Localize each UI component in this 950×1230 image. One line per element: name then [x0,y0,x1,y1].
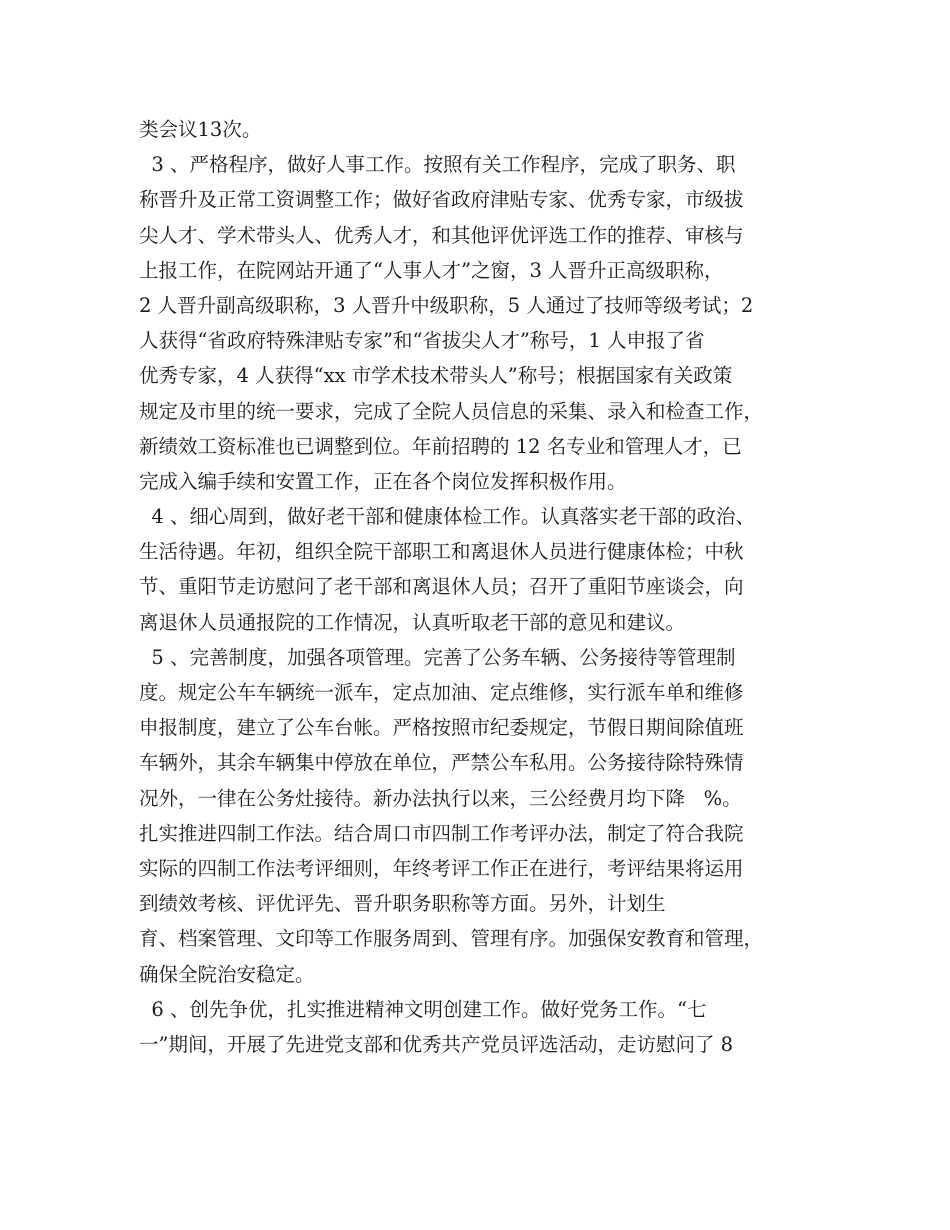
text-line: 上报工作，在院网站开通了“人事人才”之窗，3 人晋升正高级职称， [139,258,724,282]
text-line: 离退休人员通报院的工作情况，认真听取老干部的意见和建议。 [139,610,686,634]
text-line: 到绩效考核、评优评先、晋升职务职称等方面。另外，计划生 [139,892,666,916]
text-line: 扎实推进四制工作法。结合周口市四制工作考评办法，制定了符合我院 [139,821,744,845]
text-line: 度。规定公车车辆统一派车，定点加油、定点维修，实行派车单和维修 [139,681,744,704]
text-line: 实际的四制工作法考评细则，年终考评工作正在进行，考评结果将运用 [139,856,744,880]
text-line: 节、重阳节走访慰问了老干部和离退休人员；召开了重阳节座谈会，向 [139,575,744,599]
text-line: 类会议13次。 [139,118,262,141]
text-line: 育、档案管理、文印等工作服务周到、管理有序。加强保安教育和管理， [139,927,764,951]
text-line: 优秀专家，4 人获得“xx 市学术技术带头人”称号；根据国家有关政策 [139,364,733,388]
text-line: 新绩效工资标准也已调整到位。年前招聘的 12 名专业和管理人才，已 [139,434,742,458]
text-line: 确保全院治安稳定。 [139,962,315,986]
text-line: 车辆外，其余车辆集中停放在单位，严禁公车私用。公务接待除特殊情 [139,751,744,775]
text-line: 2 人晋升副高级职称，3 人晋升中级职称，5 人通过了技师等级考试；2 [139,293,754,317]
text-line: 人获得“省政府特殊津贴专家”和“省拔尖人才”称号，1 人申报了省 [139,329,705,353]
document-body [139,112,829,1062]
text-line: 3 、严格程序，做好人事工作。按照有关工作程序，完成了职务、职 [139,153,736,177]
text-line: 申报制度，建立了公车台帐。严格按照市纪委规定，节假日期间除值班 [139,716,744,740]
text-line: 称晋升及正常工资调整工作；做好省政府津贴专家、优秀专家，市级拔 [139,188,744,212]
text-line: 完成入编手续和安置工作，正在各个岗位发挥积极作用。 [139,469,627,493]
text-line: 尖人才、学术带头人、优秀人才，和其他评优评选工作的推荐、审核与 [139,223,744,247]
text-line: 一”期间，开展了先进党支部和优秀共产党员评选活动，走访慰问了 8 [139,1032,734,1056]
text-line: 况外，一律在公务灶接待。新办法执行以来，三公经费月均下降 %。 [139,786,742,810]
text-line: 5 、完善制度，加强各项管理。完善了公务车辆、公务接待等管理制 [139,645,736,669]
text-line: 生活待遇。年初，组织全院干部职工和离退休人员进行健康体检；中秋 [139,540,744,564]
text-line: 6 、创先争优，扎实推进精神文明创建工作。做好党务工作。“七 [139,997,707,1021]
text-line: 4 、细心周到，做好老干部和健康体检工作。认真落实老干部的政治、 [139,505,756,529]
text-line: 规定及市里的统一要求，完成了全院人员信息的采集、录入和检查工作， [139,399,764,423]
